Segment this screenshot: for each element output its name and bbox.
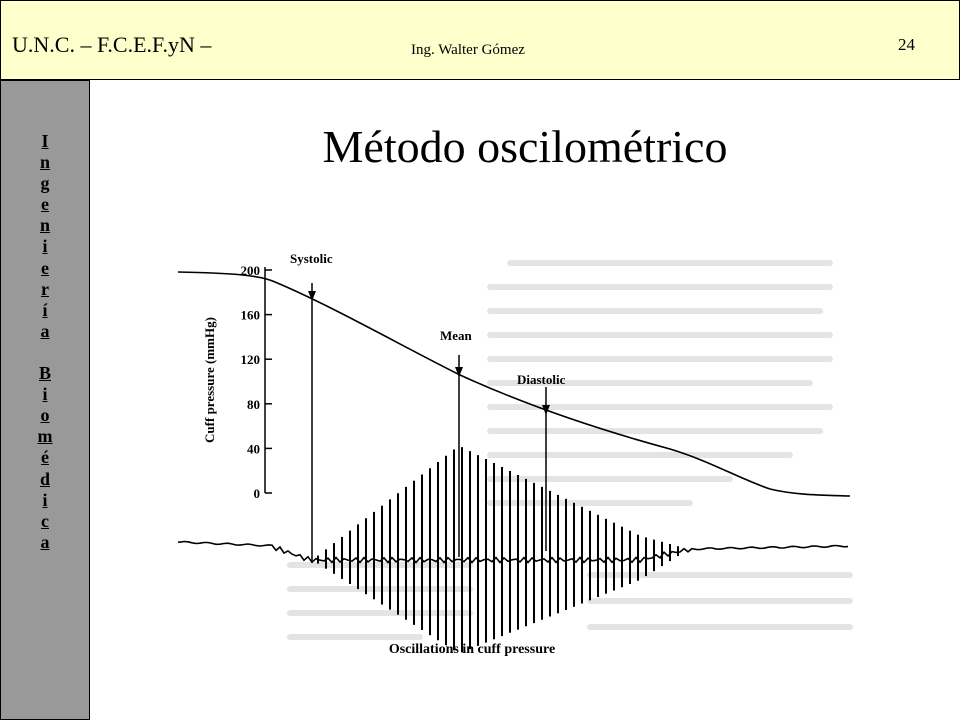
sidebar-letter: c: [41, 510, 49, 531]
y-tick-label: 200: [240, 263, 260, 278]
y-tick-label: 160: [240, 307, 260, 323]
sidebar-letter: a: [40, 531, 50, 552]
oscillometric-figure: [170, 235, 860, 665]
sidebar-gap: [1, 342, 89, 363]
sidebar-letter: i: [42, 489, 48, 510]
sidebar-letter: m: [37, 426, 53, 447]
sidebar-letter: i: [42, 236, 48, 257]
slide-header: [0, 0, 960, 80]
sidebar-letter: n: [39, 215, 50, 236]
sidebar-letter: r: [41, 278, 49, 299]
sidebar-letter: i: [42, 384, 48, 405]
page-number: 24: [898, 35, 915, 54]
institution-label: U.N.C. – F.C.E.F.yN –: [12, 32, 212, 57]
diastolic-label: Diastolic: [517, 372, 566, 387]
sidebar-vertical-title: [1, 131, 89, 553]
y-tick-label: 40: [247, 441, 260, 457]
figure-svg: [170, 235, 860, 665]
sidebar-letter: o: [40, 405, 50, 426]
sidebar-letter: g: [40, 173, 50, 194]
sidebar-letter: a: [40, 320, 50, 341]
sidebar-letter: í: [42, 299, 48, 320]
y-axis: [202, 263, 272, 501]
slide-title: Método oscilométrico: [322, 121, 728, 172]
oscillations-label: Oscillations in cuff pressure: [388, 642, 556, 657]
y-axis-label: Cuff pressure (mmHg): [202, 317, 217, 443]
sidebar-letter: B: [38, 363, 51, 384]
sidebar-letter: e: [41, 194, 49, 215]
sidebar: [0, 80, 90, 720]
y-axis-ticks: [241, 263, 273, 501]
y-tick-label: 80: [247, 396, 260, 412]
sidebar-letter: I: [41, 131, 49, 151]
sidebar-letter: e: [41, 257, 49, 278]
oscillation-baseline: [178, 542, 848, 563]
sidebar-letter: n: [39, 152, 50, 173]
y-tick-label: 0: [253, 486, 260, 501]
systolic-label: Systolic: [290, 251, 333, 266]
sidebar-letter: é: [41, 447, 49, 468]
mean-label: Mean: [440, 328, 472, 343]
author-label: Ing. Walter Gómez: [411, 42, 525, 58]
y-tick-label: 120: [240, 352, 260, 368]
sidebar-letter: d: [39, 468, 50, 489]
